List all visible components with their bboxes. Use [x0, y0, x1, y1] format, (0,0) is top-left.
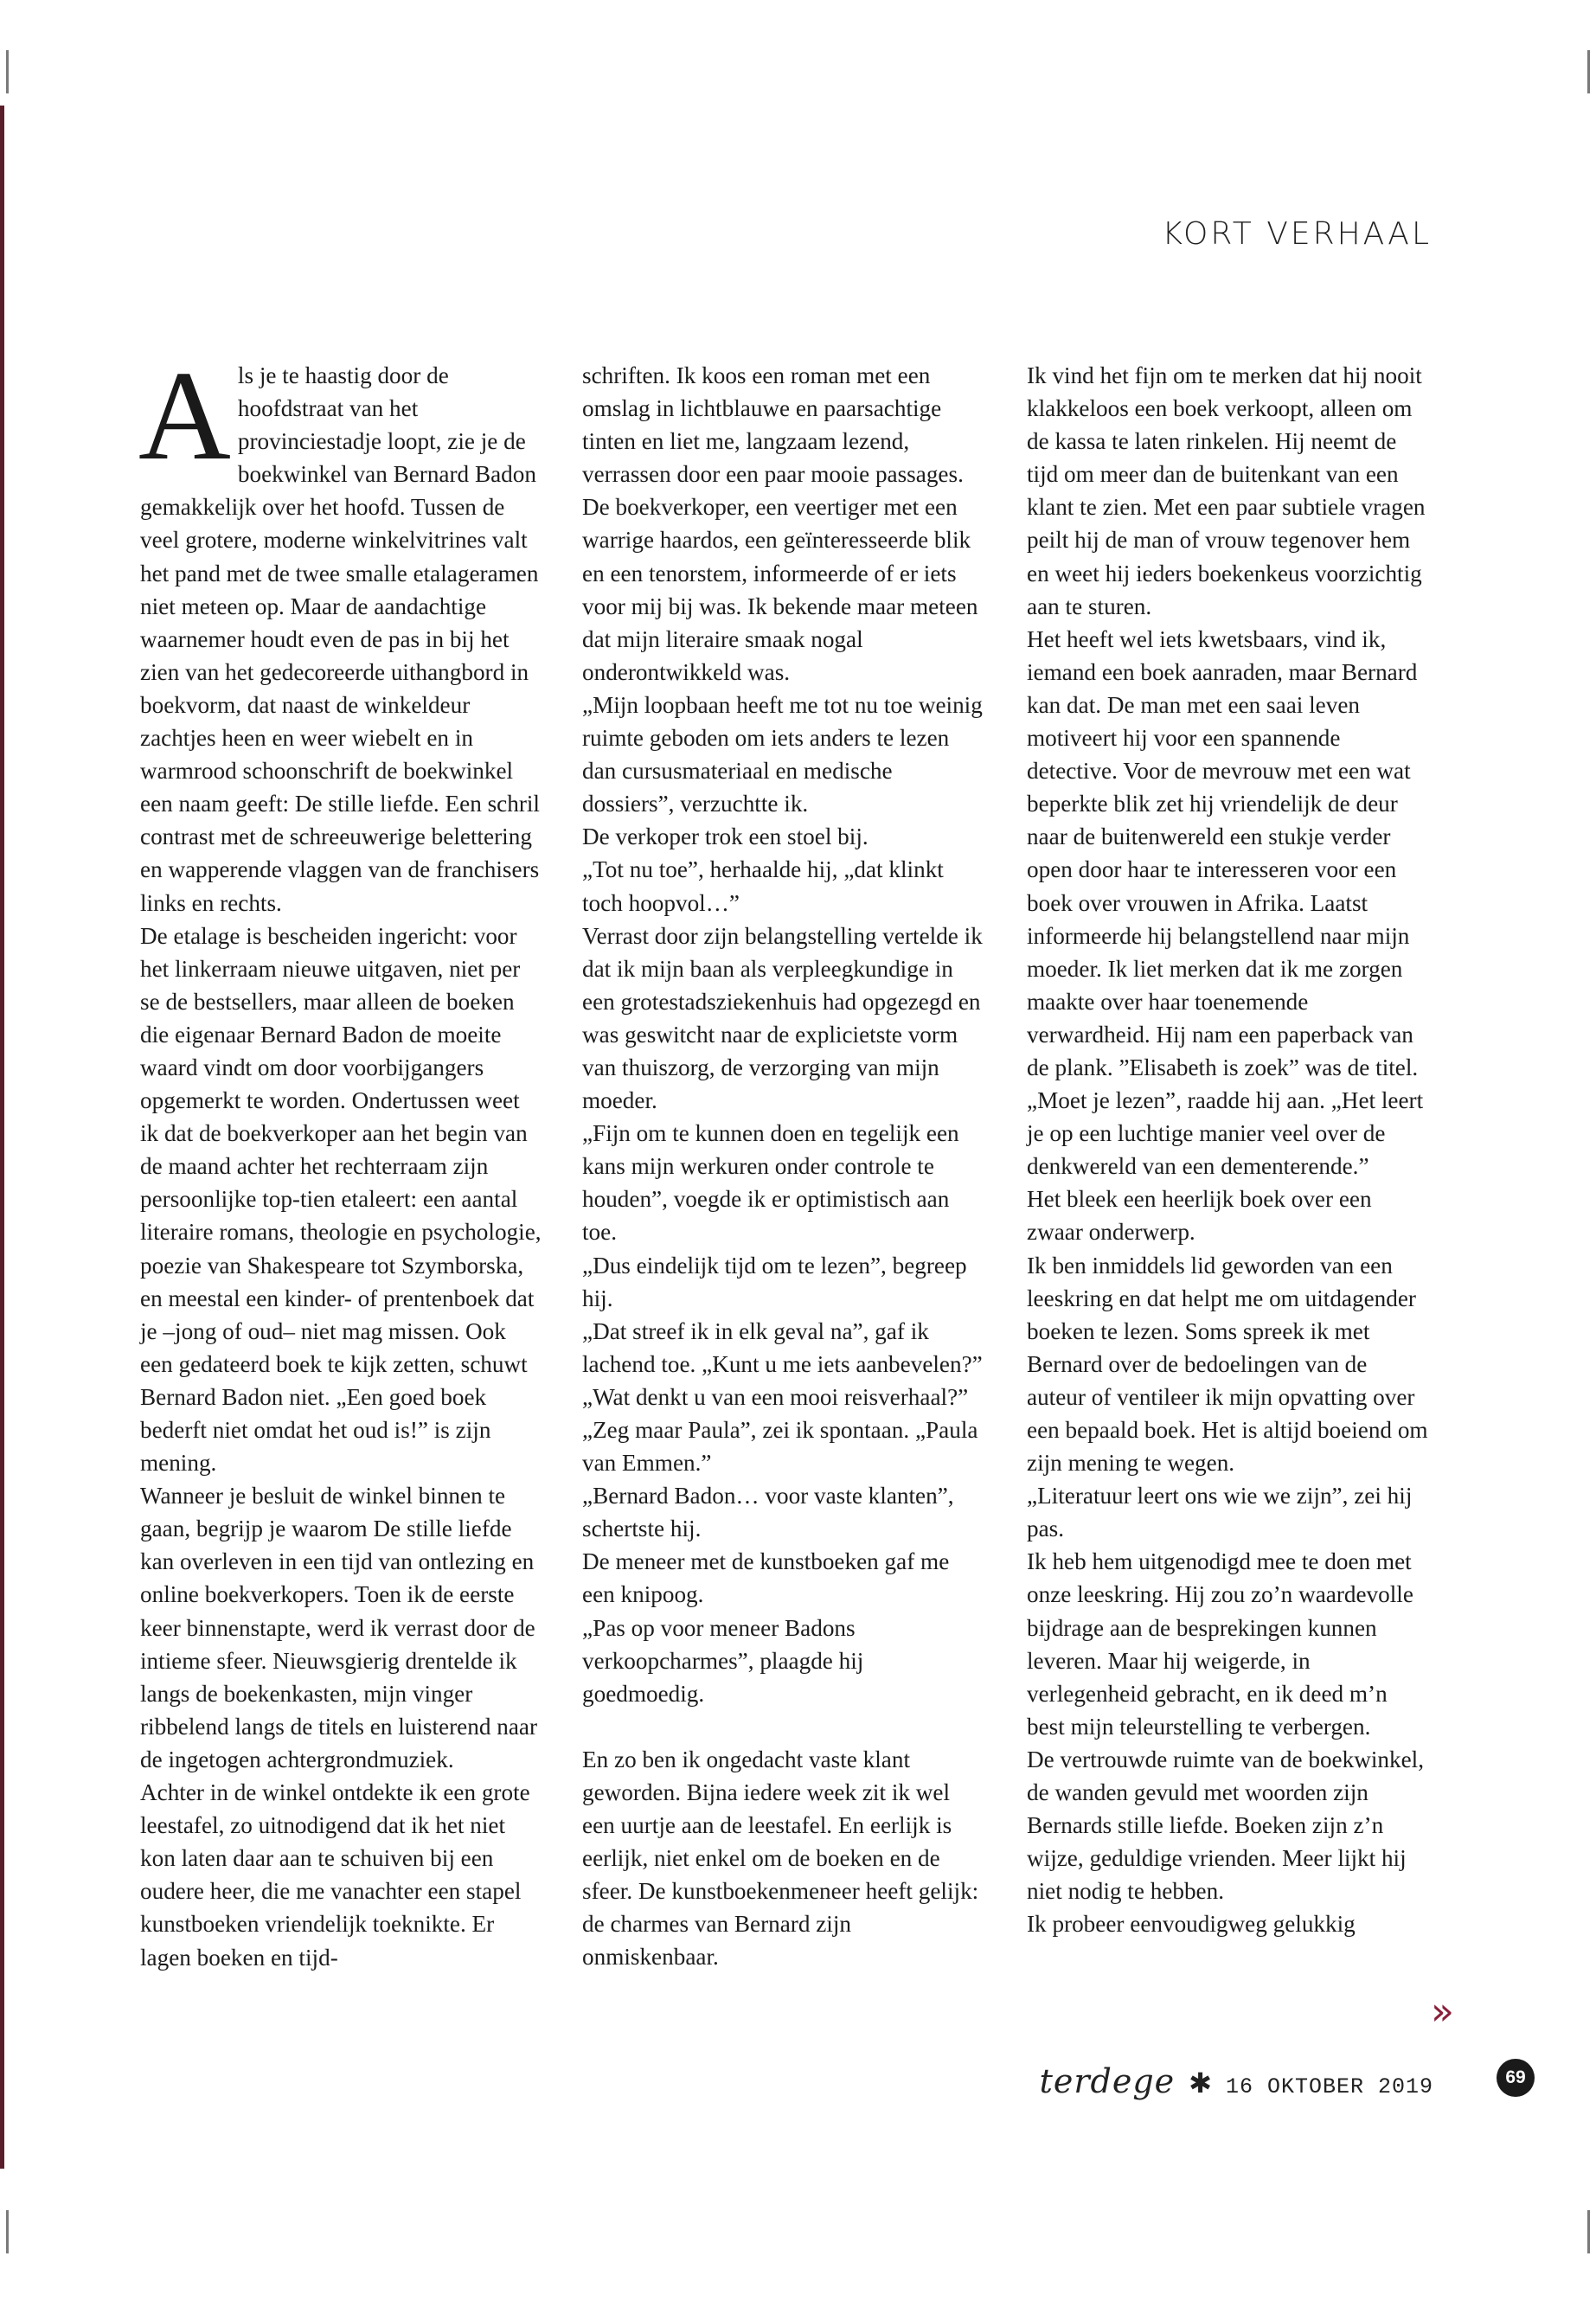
paragraph: Ik probeer eenvoudigweg gelukkig — [1027, 1911, 1356, 1938]
magazine-brand: terdege — [1039, 2062, 1176, 2100]
paragraph: Ik vind het fijn om te merken dat hij nooit klakkeloos een boek verkoopt, alleen om de kassa te laten rinkelen. Hij neemt de tijd om meer dan de buitenkant van een klant te zien. Met een paar subtiele vragen peilt hij de man of vrouw tegenover hem en weet hij ieders boekenkeus voorzichtig aan te sturen. — [1027, 362, 1426, 619]
crop-mark — [1587, 2210, 1590, 2253]
paragraph: Ik ben inmiddels lid geworden van een leeskring en dat helpt me om uitdagender boeken te lezen. Soms spreek ik met Bernard over de bedoelingen van de auteur of ventileer ik mijn opvatting over een bepaald boek. Het is altijd boeiend om zijn mening te wegen. — [1027, 1252, 1428, 1477]
paragraph: De verkoper trok een stoel bij. — [582, 824, 869, 850]
paragraph: „Mijn loopbaan heeft me tot nu toe weinig ruimte geboden om iets anders te lezen dan cursusmateriaal en medische dossiers”, verzuchtte ik. — [582, 691, 983, 817]
crop-mark — [6, 50, 9, 93]
paragraph: „Fijn om te kunnen doen en tegelijk een kans mijn werkuren onder controle te houden”, voegde ik er optimistisch aan toe. — [582, 1120, 959, 1246]
paragraph: De etalage is bescheiden ingericht: voor het linkerraam nieuwe uitgaven, niet per se de bestsellers, maar alleen de boeken die eigenaar Bernard Badon de moeite waard vindt om door voorbijgangers opgemerkt te worden. Ondertussen weet ik dat de boekverkoper aan het begin van de maand achter het rechterraam zijn persoonlijke top-tien etaleert: een aantal literaire romans, theologie en psychologie, poezie van Shakespeare tot Szymborska, en meestal een kinder- of prentenboek dat je –jong of oud– niet mag missen. Ook een gedateerd boek te kijk zetten, schuwt Bernard Badon niet. „Een goed boek bederft niet omdat het oud is!” is zijn mening. — [140, 922, 542, 1477]
paragraph: Het bleek een heerlijk boek over een zwaar onderwerp. — [1027, 1186, 1372, 1246]
paragraph: Verrast door zijn belangstelling vertelde ik dat ik mijn baan als verpleegkundige in een grotestadsziekenhuis had opgezegd en was geswitcht naar de explicietste vorm van thuiszorg, de verzorging van mijn moeder. — [582, 922, 983, 1114]
paragraph: „Pas op voor meneer Badons verkoopcharmes”, plaagde hij goedmoedig. — [582, 1614, 864, 1707]
paragraph: „Tot nu toe”, herhaalde hij, „dat klinkt toch hoopvol…” — [582, 856, 944, 916]
issue-date: 16 OKTOBER 2019 — [1225, 2074, 1433, 2099]
asterisk-icon: ✱ — [1189, 2067, 1212, 2099]
page-edge-bar — [0, 106, 4, 2169]
paragraph: De boekverkoper, een veertiger met een warrige haardos, een geïnteresseerde blik en een tenorstem, informeerde of er iets voor mij bij was. Ik bekende maar meteen dat mijn literaire smaak nogal onderontwikkeld was. — [582, 494, 978, 685]
drop-cap: A — [138, 345, 231, 487]
continue-arrow-icon: » — [1431, 1990, 1454, 2034]
text-column-1 — [138, 345, 542, 1974]
paragraph: „Dus eindelijk tijd om te lezen”, begreep hij. — [582, 1252, 967, 1311]
paragraph: „Wat denkt u van een mooi reisverhaal?” — [582, 1383, 969, 1410]
paragraph: „Zeg maar Paula”, zei ik spontaan. „Paula van Emmen.” — [582, 1417, 978, 1477]
crop-mark — [1587, 50, 1590, 93]
paragraph: De vertrouwde ruimte van de boekwinkel, de wanden gevuld met woorden zijn Bernards stille liefde. Boeken zijn z’n wijze, geduldige vrienden. Meer lijkt hij niet nodig te hebben. — [1027, 1746, 1425, 1905]
text-column-3 — [1027, 359, 1429, 1941]
text-column-2 — [582, 359, 984, 1974]
page-number: 69 — [1497, 2059, 1535, 2097]
paragraph: „Literatuur leert ons wie we zijn”, zei hij pas. — [1027, 1483, 1413, 1542]
paragraph: Ik heb hem uitgenodigd mee te doen met onze leeskring. Hij zou zo’n waardevolle bijdrage aan de besprekingen kunnen leveren. Maar hij weigerde, in verlegenheid gebracht, en ik deed m’n best mijn teleurstelling te verbergen. — [1027, 1548, 1413, 1740]
paragraph: Het heeft wel iets kwetsbaars, vind ik, iemand een boek aanraden, maar Bernard kan dat. De man met een saai leven motiveert hij voor een spannende detective. Voor de mevrouw met een wat beperkte blik zet hij vriendelijk de deur naar de buitenwereld een stukje verder open door haar te interesseren voor een boek over vrouwen in Afrika. Laatst informeerde hij belangstellend naar mijn moeder. Ik liet merken dat ik me zorgen maakte over haar toenemende verwardheid. Hij nam een paperback van de plank. ”Elisabeth is zoek” was de titel. — [1027, 625, 1419, 1080]
paragraph: De meneer met de kunstboeken gaf me een knipoog. — [582, 1548, 950, 1608]
paragraph: En zo ben ik ongedacht vaste klant geworden. Bijna iedere week zit ik wel een uurtje aan de leestafel. En eerlijk is eerlijk, niet enkel om de boeken en de sfeer. De kunstboekenmeneer heeft gelijk: de charmes van Bernard zijn onmiskenbaar. — [582, 1746, 979, 1971]
section-label: KORT VERHAAL — [1162, 216, 1432, 252]
crop-mark — [6, 2210, 9, 2253]
paragraph-spacer — [582, 1710, 984, 1743]
page-footer — [1040, 2062, 1433, 2100]
paragraph: Wanneer je besluit de winkel binnen te gaan, begrijp je waarom De stille liefde kan overleven in een tijd van ontlezing en online boekverkopers. Toen ik de eerste keer binnenstapte, werd ik verrast door de intieme sfeer. Nieuwsgierig drentelde ik langs de boekenkasten, mijn vinger ribbelend langs de titels en luisterend naar de ingetogen achtergrondmuziek. — [140, 1483, 538, 1772]
paragraph: schriften. Ik koos een roman met een omslag in lichtblauwe en paarsachtige tinten en liet me, langzaam lezend, verrassen door een paar mooie passages. — [582, 362, 964, 488]
paragraph: „Bernard Badon… voor vaste klanten”, schertste hij. — [582, 1483, 954, 1542]
paragraph: „Moet je lezen”, raadde hij aan. „Het leert je op een luchtige manier veel over de denkwereld van een dementerende.” — [1027, 1087, 1424, 1180]
paragraph: Achter in de winkel ontdekte ik een grote leestafel, zo uitnodigend dat ik het niet kon laten daar aan te schuiven bij een oudere heer, die me vanachter een stapel kunstboeken vriendelijk toeknikte. Er lagen boeken en tijd- — [140, 1779, 530, 1971]
paragraph: ls je te haastig door de hoofdstraat van het provinciestadje loopt, zie je de boekwinkel van Bernard Badon gemakkelijk over het hoofd. Tussen de veel grotere, moderne winkelvitrines valt het pand met de twee smalle etalageramen niet meteen op. Maar de aandachtige waarnemer houdt even de pas in bij het zien van het gedecoreerde uithangbord in boekvorm, dat naast de winkeldeur zachtjes heen en weer wiebelt en in warmrood schoonschrift de boekwinkel een naam geeft: De stille liefde. Een schril contrast met de schreeuwerige belettering en wapperende vlaggen van de franchisers links en rechts. — [140, 362, 540, 916]
paragraph: „Dat streef ik in elk geval na”, gaf ik lachend toe. „Kunt u me iets aanbevelen?” — [582, 1317, 983, 1377]
